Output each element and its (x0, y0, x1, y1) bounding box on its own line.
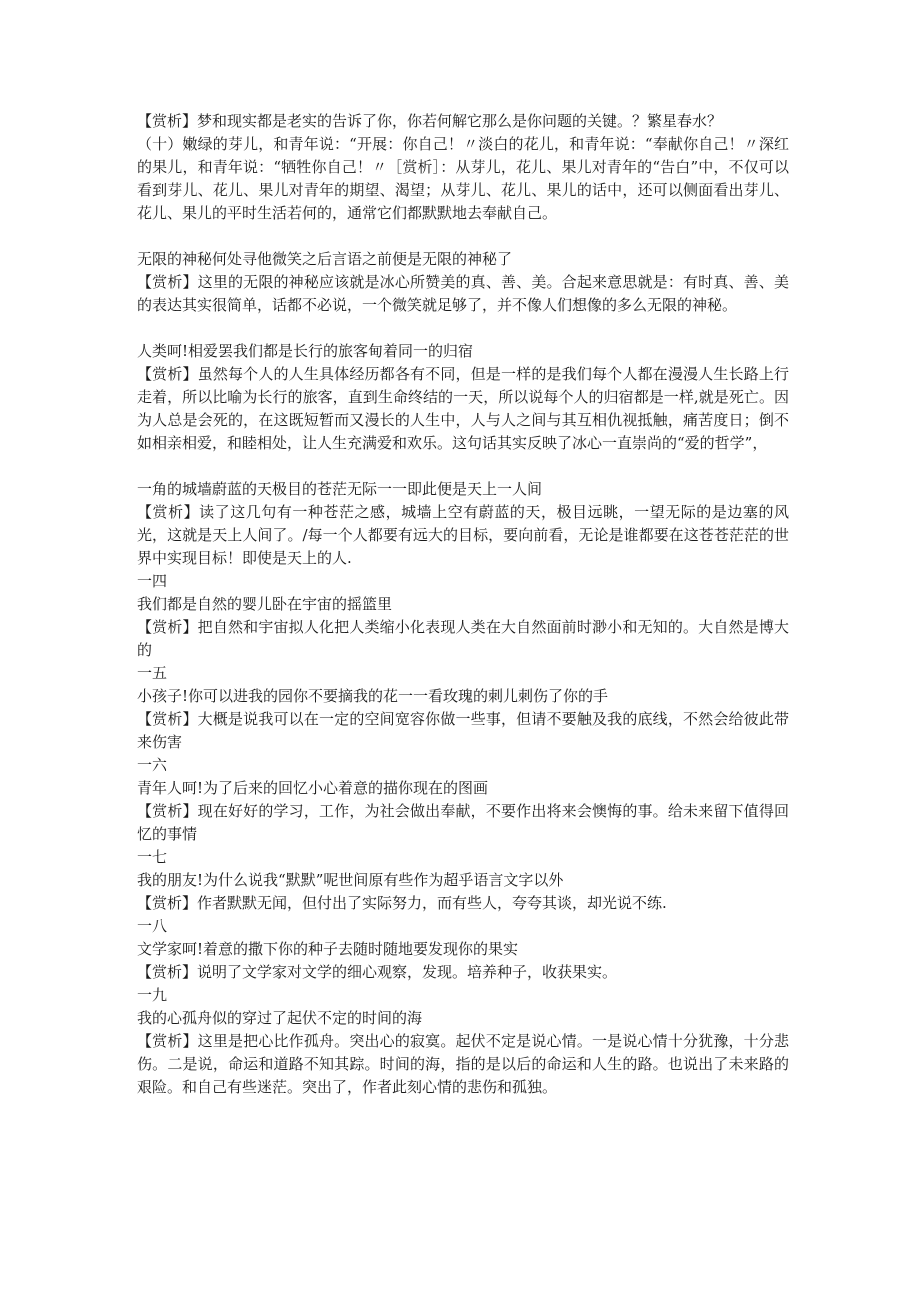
paragraph-spacer (137, 455, 789, 478)
paragraph: 我的朋友!为什么说我“默默”呢世间原有些作为超乎语言文字以外 (137, 871, 564, 889)
paragraph: 一八 (137, 917, 168, 935)
paragraph: 【赏析】把自然和宇宙拟人化把人类缩小化表现人类在大自然面前时渺小和无知的。大自然是博大的 (137, 618, 789, 659)
paragraph: 一六 (137, 756, 168, 774)
paragraph: 一角的城墙蔚蓝的天极目的苍茫无际一一即此便是天上一人间 (137, 480, 543, 498)
paragraph: 一七 (137, 848, 168, 866)
paragraph: 我们都是自然的婴儿卧在宇宙的摇篮里 (137, 595, 393, 613)
paragraph: 【赏析】现在好好的学习，工作，为社会做出奉献，不要作出将来会懊悔的事。给未来留下值得回忆的事情 (137, 802, 789, 843)
paragraph: 【赏析】虽然每个人的人生具体经历都各有不同，但是一样的是我们每个人都在漫漫人生长路上行走着，所以比喻为长行的旅客，直到生命终结的一天，所以说每个人的归宿都是一样,就是死亡。因为人总是会死的，在这既短暂而又漫长的人生中，人与人之间与其互相仇视抵触，痛苦度日；倒不如相亲相爱，和睦相处，让人生充满爱和欢乐。这句话其实反映了冰心一直崇尚的“爱的哲学”， (137, 365, 789, 452)
paragraph-spacer (137, 225, 789, 248)
paragraph: 我的心孤舟似的穿过了起伏不定的时间的海 (137, 1009, 423, 1027)
paragraph: 无限的神秘何处寻他微笑之后言语之前便是无限的神秘了 (137, 250, 513, 268)
paragraph: 【赏析】大概是说我可以在一定的空间宽容你做一些事，但请不要触及我的底线，不然会给彼此带来伤害 (137, 710, 789, 751)
paragraph: 一五 (137, 664, 168, 682)
paragraph: 一四 (137, 572, 168, 590)
paragraph: 文学家呵!着意的撒下你的种子去随时随地要发现你的果实 (137, 940, 519, 958)
paragraph: 小孩子!你可以进我的园你不要摘我的花一一看玫瑰的刺儿刺伤了你的手 (137, 687, 609, 705)
paragraph: 【赏析】这里是把心比作孤舟。突出心的寂寞。起伏不定是说心情。一是说心情十分犹豫，十分悲伤。二是说，命运和道路不知其踪。时间的海，指的是以后的命运和人生的路。也说出了未来路的艰险。和自己有些迷茫。突出了，作者此刻心情的悲伤和孤独。 (137, 1032, 789, 1096)
document-body (137, 110, 789, 1099)
paragraph: （十）嫩绿的芽儿，和青年说：“开展：你自己！〃淡白的花儿，和青年说：“奉献你自己！〃深红的果儿，和青年说：“牺牲你自己！〃［赏析］：从芽儿，花儿、果儿对青年的“告白”中，不仅可以看到芽儿、花儿、果儿对青年的期望、渴望；从芽儿、花儿、果儿的话中，还可以侧面看出芽儿、花儿、果儿的平时生活若何的，通常它们都默默地去奉献自己。 (137, 135, 789, 222)
paragraph: 【赏析】这里的无限的神秘应该就是冰心所赞美的真、善、美。合起来意思就是：有时真、善、美的表达其实很简单，话都不必说，一个微笑就足够了，并不像人们想像的多么无限的神秘。 (137, 273, 789, 314)
paragraph-spacer (137, 317, 789, 340)
paragraph: 【赏析】梦和现实都是老实的告诉了你，你若何解它那么是你问题的关键。？繁星春水？ (137, 112, 723, 130)
paragraph: 人类呵!相爱罢我们都是长行的旅客甸着同一的归宿 (137, 342, 474, 360)
paragraph: 一九 (137, 986, 168, 1004)
paragraph: 【赏析】读了这几句有一种苍茫之感，城墙上空有蔚蓝的天，极目远眺，一望无际的是边塞的风光，这就是天上人间了。/每一个人都要有远大的目标，要向前看，无论是谁都要在这苍苍茫茫的世界中实现目标！即使是天上的人. (137, 503, 789, 567)
paragraph: 【赏析】作者默默无闻，但付出了实际努力，而有些人，夸夸其谈，却光说不练. (137, 894, 667, 912)
paragraph: 青年人呵!为了后来的回忆小心着意的描你现在的图画 (137, 779, 489, 797)
paragraph: 【赏析】说明了文学家对文学的细心观察，发现。培养种子，收获果实。 (137, 963, 618, 981)
